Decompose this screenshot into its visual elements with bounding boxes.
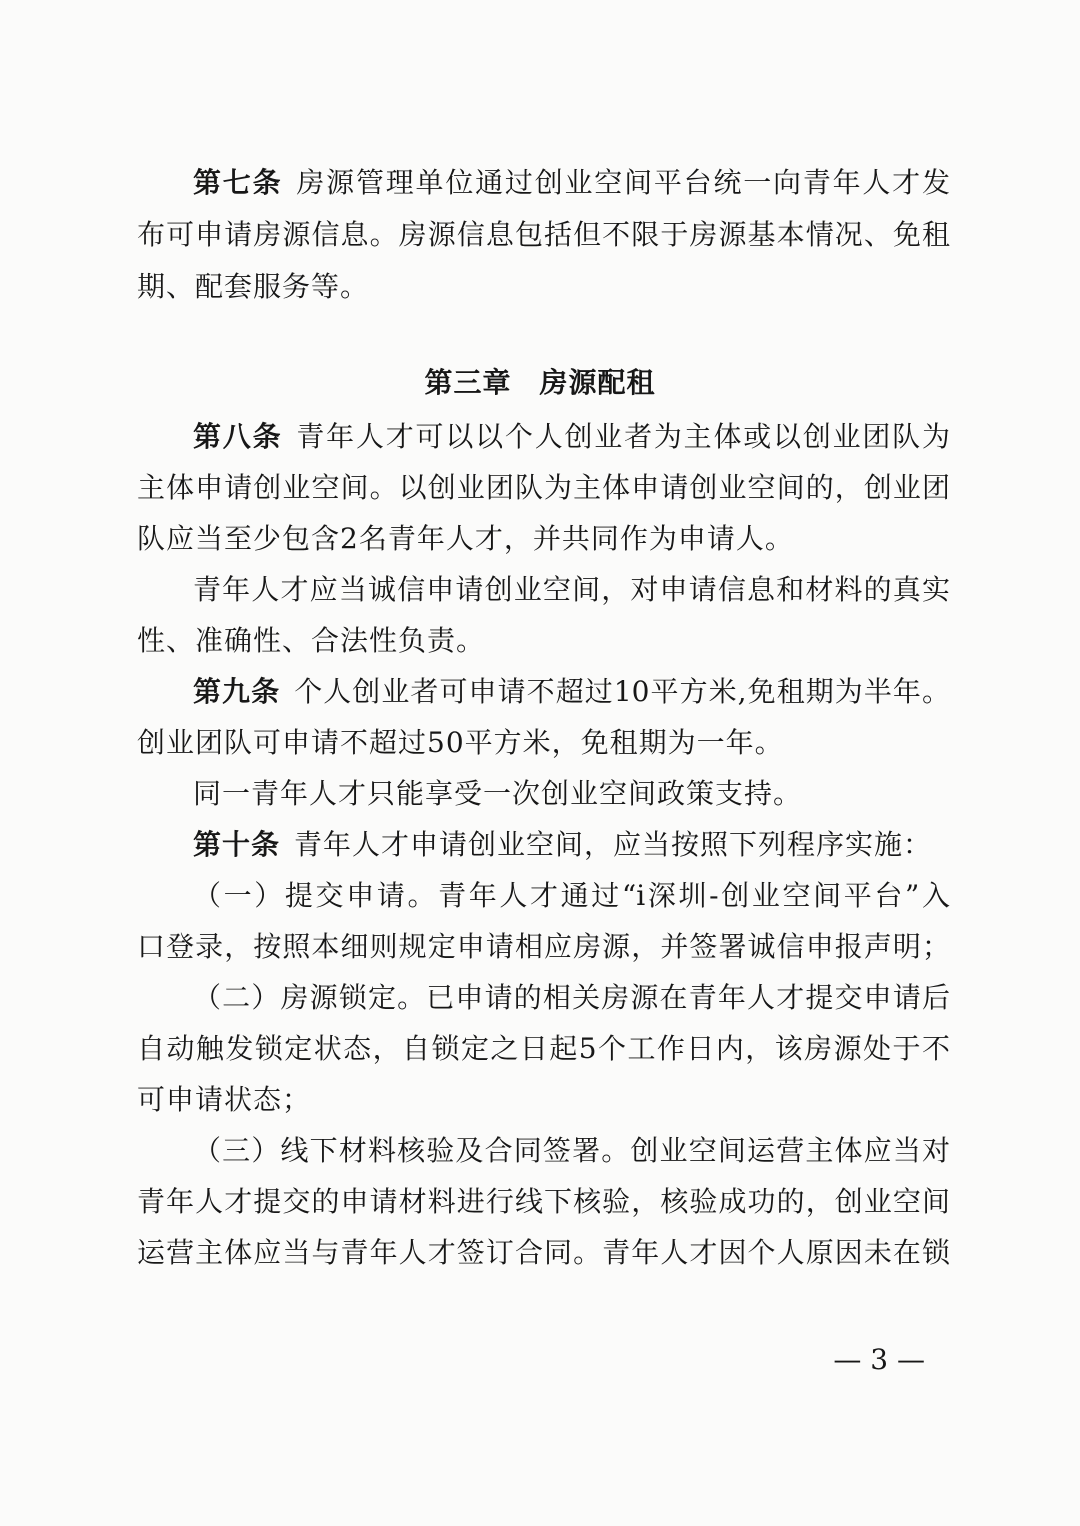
text-line bbox=[137, 819, 950, 870]
list-item-line: 可申请状态； bbox=[137, 1083, 312, 1116]
list-item-line: （一）提交申请。青年人才通过“i深圳-创业空间平台”入 bbox=[193, 879, 950, 912]
list-item-line: （三）线下材料核验及合同签署。创业空间运营主体应当对 bbox=[193, 1134, 950, 1167]
article-7 bbox=[137, 157, 950, 313]
chapter-title: 房源配租 bbox=[539, 366, 656, 399]
article-label: 第九条 bbox=[193, 675, 281, 708]
list-item-line: （二）房源锁定。已申请的相关房源在青年人才提交申请后 bbox=[193, 981, 950, 1014]
list-item-line: 青年人才提交的申请材料进行线下核验，核验成功的，创业空间 bbox=[137, 1185, 950, 1218]
line-text: 个人创业者可申请不超过10平方米,免租期为半年。 bbox=[294, 675, 950, 708]
text-line: 同一青年人才只能享受一次创业空间政策支持。 bbox=[193, 777, 803, 810]
article-label: 第七条 bbox=[193, 166, 283, 199]
chapter-heading bbox=[0, 357, 1080, 409]
text-line bbox=[137, 157, 950, 209]
text-line: 创业团队可申请不超过50平方米，免租期为一年。 bbox=[137, 726, 784, 759]
text-line: 性、准确性、合法性负责。 bbox=[137, 624, 486, 657]
list-item-line: 自动触发锁定状态，自锁定之日起5个工作日内，该房源处于不 bbox=[137, 1032, 950, 1065]
text-line: 布可申请房源信息。房源信息包括但不限于房源基本情况、免租 bbox=[137, 218, 950, 251]
text-line: 主体申请创业空间。以创业团队为主体申请创业空间的，创业团 bbox=[137, 471, 950, 504]
chapter-number: 第三章 bbox=[424, 366, 512, 399]
list-item-line: 口登录，按照本细则规定申请相应房源，并签署诚信申报声明； bbox=[137, 930, 950, 963]
text-line: 期、配套服务等。 bbox=[137, 270, 370, 303]
text-line: 青年人才应当诚信申请创业空间，对申请信息和材料的真实 bbox=[193, 573, 950, 606]
line-text: 青年人才可以以个人创业者为主体或以创业团队为 bbox=[296, 420, 950, 453]
line-text: 房源管理单位通过创业空间平台统一向青年人才发 bbox=[296, 166, 950, 199]
list-item-line: 运营主体应当与青年人才签订合同。青年人才因个人原因未在锁 bbox=[137, 1236, 950, 1269]
article-label: 第八条 bbox=[193, 420, 283, 453]
text-line bbox=[137, 411, 950, 462]
chapter-3-body bbox=[137, 411, 950, 1278]
line-text: 青年人才申请创业空间，应当按照下列程序实施： bbox=[294, 828, 933, 861]
text-line: 队应当至少包含2名青年人才，并共同作为申请人。 bbox=[137, 522, 794, 555]
article-label: 第十条 bbox=[193, 828, 281, 861]
text-line bbox=[137, 666, 950, 717]
page-number: — 3 — bbox=[833, 1343, 925, 1376]
